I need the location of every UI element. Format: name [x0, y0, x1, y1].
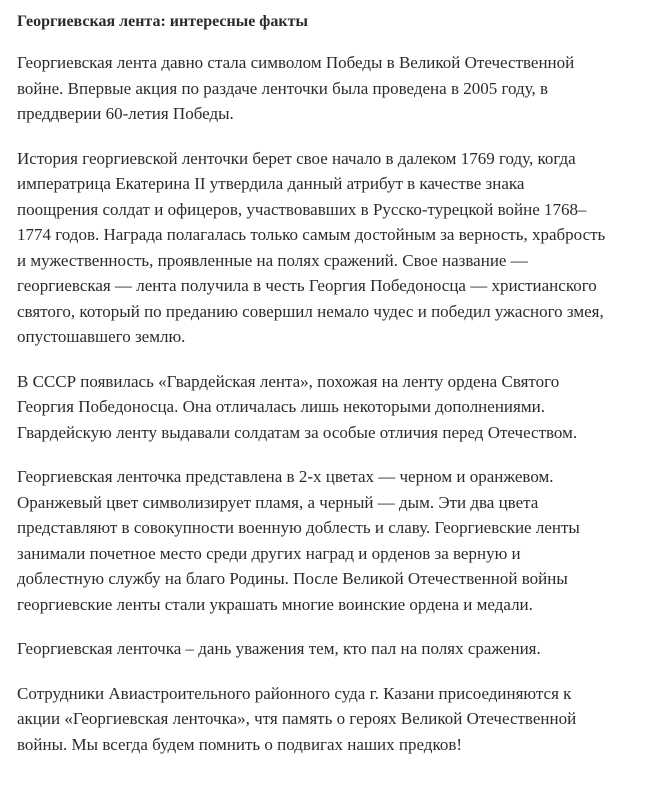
paragraph-3 — [17, 369, 650, 446]
paragraph-line: Георгиевская ленточка представлена в 2-х цветах — черном и оранжевом. — [17, 467, 554, 486]
paragraph-line: Оранжевый цвет символизирует пламя, а черный — дым. Эти два цвета — [17, 492, 539, 512]
paragraph-line: занимали почетное место среди других наград и орденов за верную и — [17, 543, 521, 563]
paragraph-2 — [17, 146, 650, 350]
paragraph-line: Георгия Победоносца. Она отличалась лишь некоторыми дополнениями. — [17, 397, 545, 416]
article — [17, 11, 650, 776]
paragraph-line: и мужественность, проявленные на полях сражений. Свое название — — [17, 250, 528, 270]
paragraph-line: Георгиевская ленточка – дань уважения тем, кто пал на полях сражения. — [17, 639, 541, 658]
paragraph-line: В СССР появилась «Гвардейская лента», похожая на ленту ордена Святого — [17, 371, 560, 391]
paragraph-line: войне. Впервые акция по раздаче ленточки была проведена в 2005 году, в — [17, 78, 549, 98]
paragraph-line: преддверии 60-летия Победы. — [17, 104, 234, 123]
paragraph-line: История георгиевской ленточки берет свое начало в далеком 1769 году, когда — [17, 148, 576, 168]
paragraph-line: акции «Георгиевская ленточка», чтя память о героях Великой Отечественной — [17, 709, 577, 728]
paragraph-line: опустошавшего землю. — [17, 327, 186, 346]
paragraph-line: 1774 годов. Награда полагалась только самым достойным за верность, храбрость — [17, 225, 606, 244]
paragraph-line: войны. Мы всегда будем помнить о подвигах наших предков! — [17, 734, 463, 754]
paragraph-1 — [17, 50, 650, 127]
paragraph-line: Сотрудники Авиастроительного районного суда г. Казани присоединяются к — [17, 683, 572, 703]
article-title: Георгиевская лента: интересные факты — [17, 13, 308, 30]
paragraph-line: представляют в совокупности военную доблесть и славу. Георгиевские ленты — [17, 518, 580, 537]
paragraph-4 — [17, 464, 650, 617]
paragraph-5 — [17, 636, 650, 662]
paragraph-line: императрица Екатерина II утвердила данный атрибут в качестве знака — [17, 174, 525, 193]
paragraph-line: георгиевская — лента получила в честь Георгия Победоносца — христианского — [17, 276, 597, 295]
paragraph-line: Гвардейскую ленту выдавали солдатам за особые отличия перед Отечеством. — [17, 422, 578, 442]
paragraph-6 — [17, 681, 650, 758]
paragraph-line: поощрения солдат и офицеров, участвовавших в Русско-турецкой войне 1768– — [17, 199, 587, 219]
paragraph-line: доблестную службу на благо Родины. После Великой Отечественной войны — [17, 569, 568, 588]
paragraph-line: георгиевские ленты стали украшать многие воинские ордена и медали. — [17, 594, 533, 614]
paragraph-line: Георгиевская лента давно стала символом Победы в Великой Отечественной — [17, 53, 575, 72]
paragraph-line: святого, который по преданию совершил немало чудес и победил ужасного змея, — [17, 301, 604, 321]
